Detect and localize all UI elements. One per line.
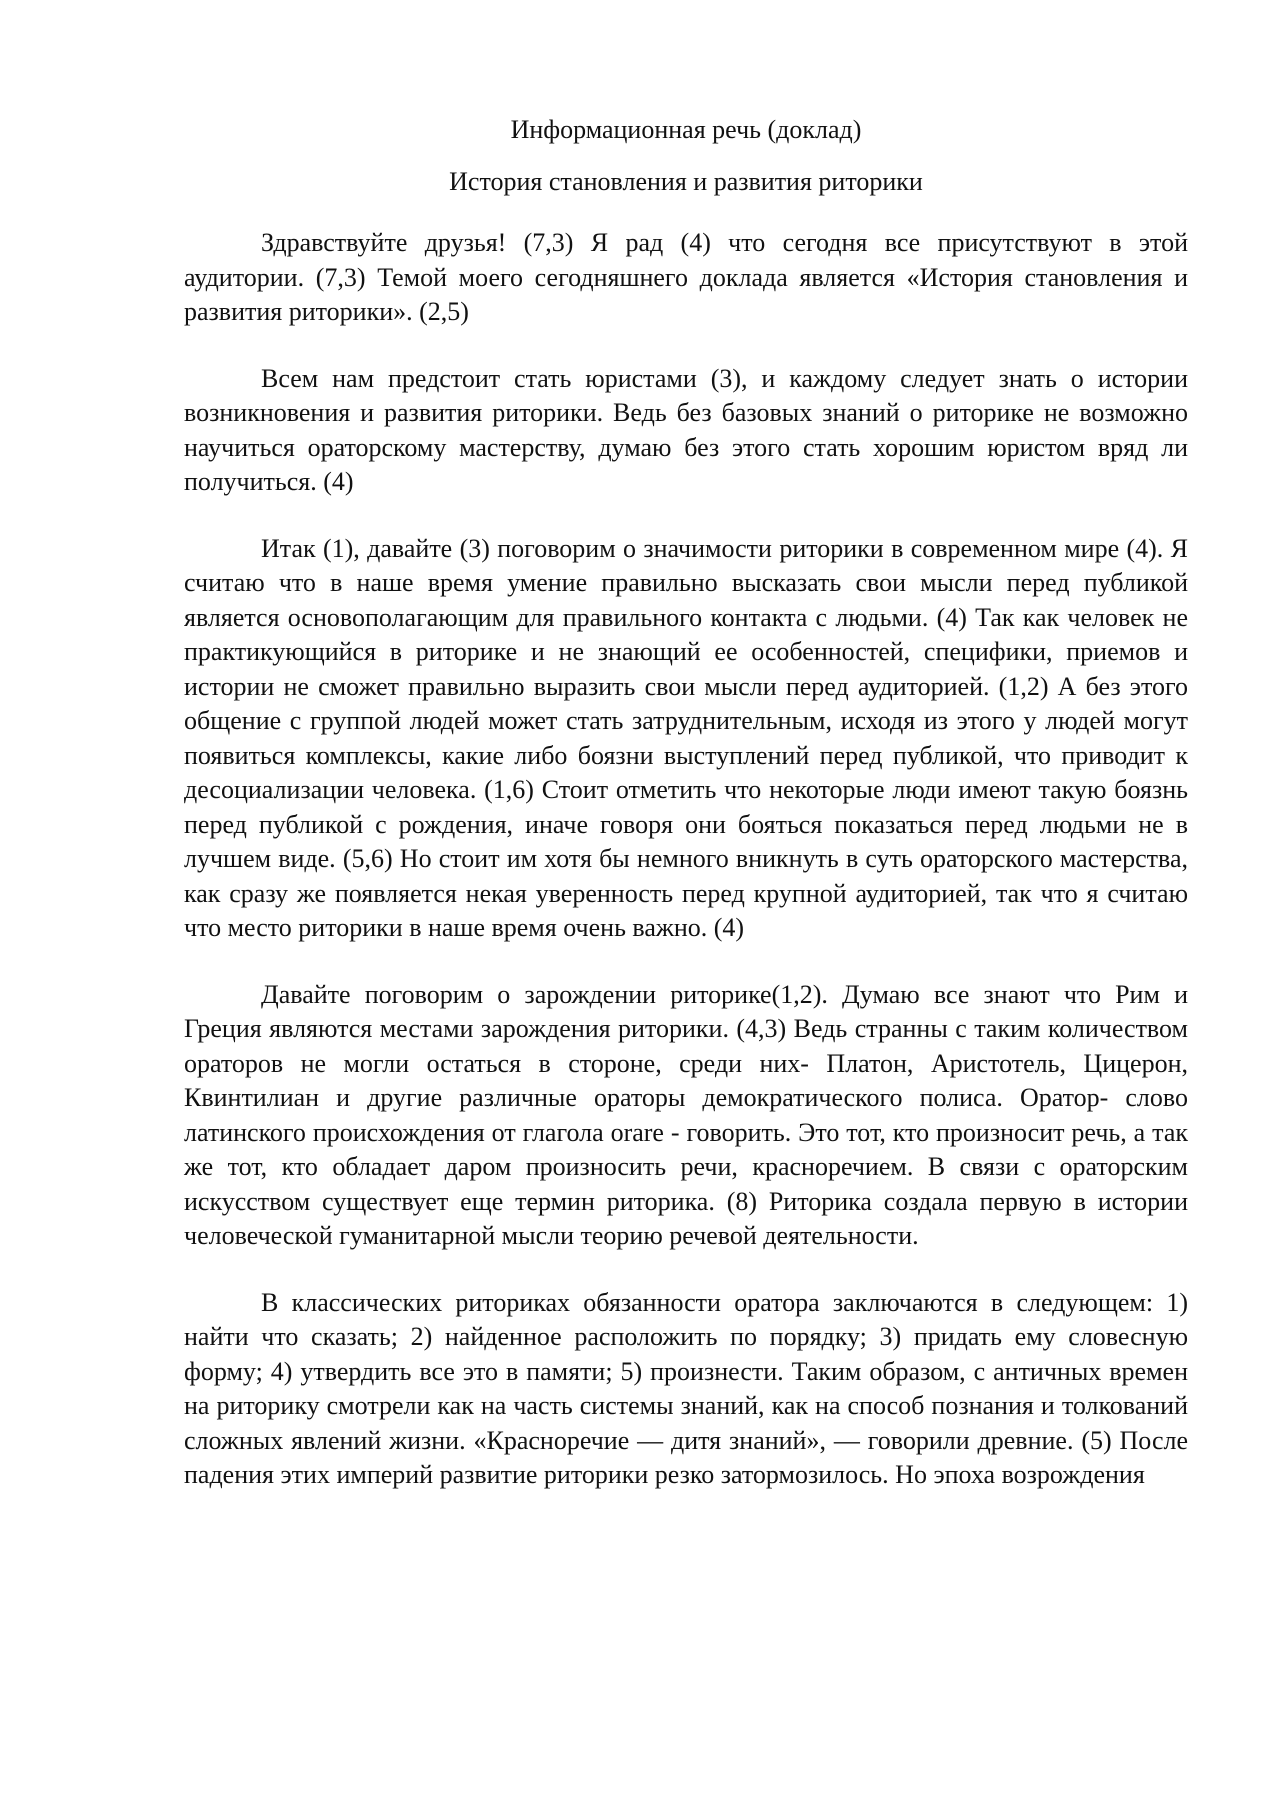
paragraph-significance: Итак (1), давайте (3) поговорим о значимости риторики в современном мире (4). Я считаю что в наше время умение правильно высказать свои мысли перед публикой является основополагающим для правильного контакта с людьми. (4) Так как человек не практикующийся в риторике и не знающий ее особенностей, специфики, приемов и истории не сможет правильно выразить свои мысли перед аудиторией. (1,2) А без этого общение с группой людей может стать затруднительным, исходя из этого у людей могут появиться комплексы, какие либо боязни выступлений перед публикой, что приводит к десоциализации человека. (1,6) Стоит отметить что некоторые люди имеют такую боязнь перед публикой с рождения, иначе говоря они бояться показаться перед людьми не в лучшем виде. (5,6) Но стоит им хотя бы немного вникнуть в суть ораторского мастерства, как сразу же появляется некая уверенность перед крупной аудиторией, так что я считаю что место риторики в наше время очень важно. (4) <box>184 533 1188 942</box>
paragraph-origins: Давайте поговорим о зарождении риторике(1,2). Думаю все знают что Рим и Греция являются местами зарождения риторики. (4,3) Ведь странны с таким количеством ораторов не могли остаться в стороне, среди них- Платон, Аристотель, Цицерон, Квинтилиан и другие различные ораторы демократического полиса. Оратор- слово латинского происхождения от глагола orare - говорить. Это тот, кто произносит речь, а так же тот, кто обладает даром произносить речи, красноречием. В связи с ораторским искусством существует еще термин риторика. (8) Риторика создала первую в истории человеческой гуманитарной мысли теорию речевой деятельности. <box>184 979 1188 1250</box>
document-page <box>184 112 1188 1525</box>
paragraph-greeting: Здравствуйте друзья! (7,3) Я рад (4) что сегодня все присутствуют в этой аудитории. (7,3) Темой моего сегодняшнего доклада является «История становления и развития риторики». (2,5) <box>184 228 1188 326</box>
document-title: Информационная речь (доклад) <box>510 115 862 144</box>
document-subtitle: История становления и развития риторики <box>449 167 923 196</box>
paragraph-lawyers: Всем нам предстоит стать юристами (3), и каждому следует знать о истории возникновения и развития риторики. Ведь без базовых знаний о риторике не возможно научиться ораторскому мастерству, думаю без этого стать хорошим юристом вряд ли получиться. (4) <box>184 363 1188 496</box>
paragraph-duties: В классических риториках обязанности оратора заключаются в следующем: 1) найти что сказать; 2) найденное расположить по порядку; 3) придать ему словесную форму; 4) утвердить все это в памяти; 5) произнести. Таким образом, с античных времен на риторику смотрели как на часть системы знаний, как на способ познания и толкований сложных явлений жизни. «Красноречие — дитя знаний», — говорили древние. (5) После падения этих империй развитие риторики резко затормозилось. Но эпоха возрождения <box>184 1287 1188 1489</box>
